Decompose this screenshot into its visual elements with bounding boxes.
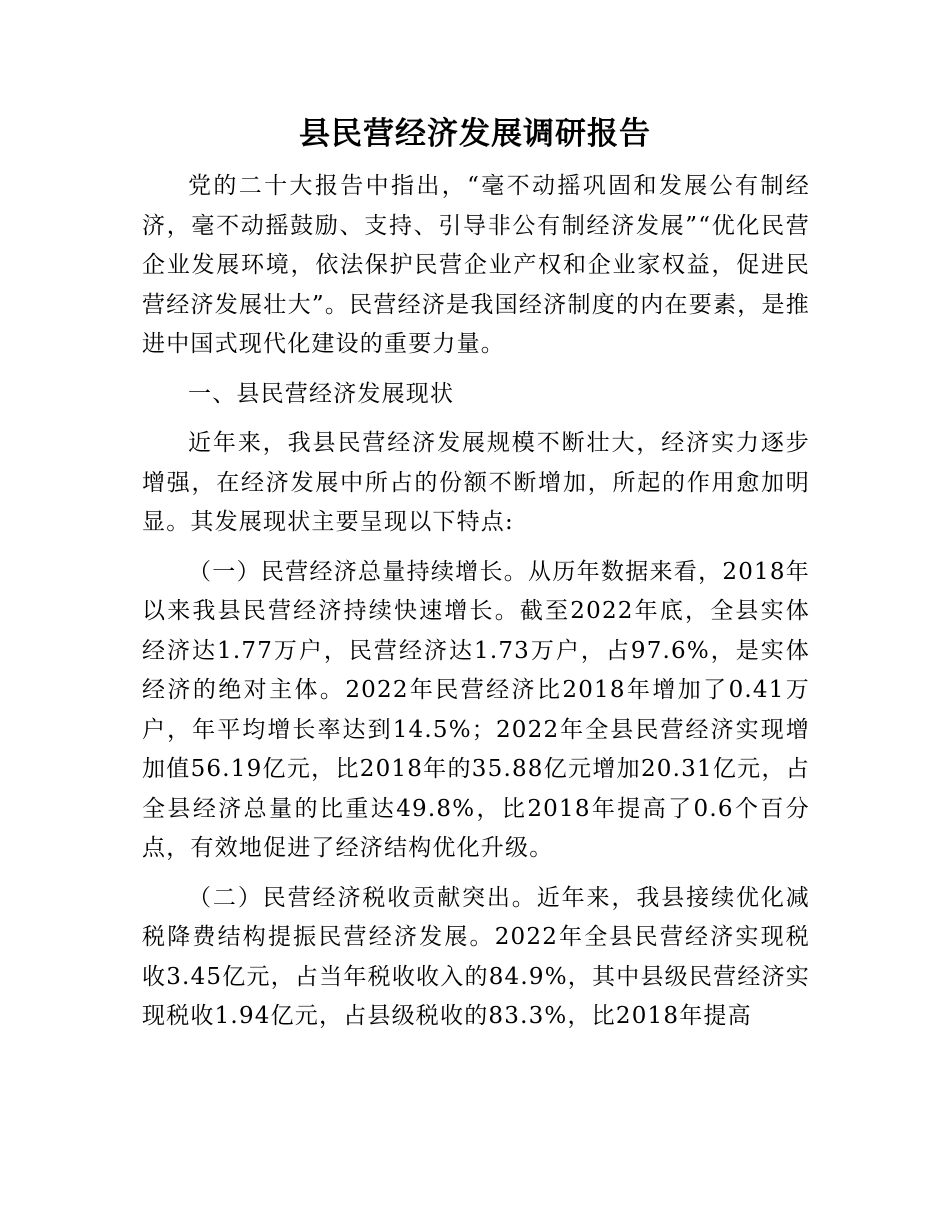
document-body (142, 167, 810, 1037)
status-paragraph: 近年来，我县民营经济发展规模不断壮大，经济实力逐步增强，在经济发展中所占的份额不断增加，所起的作用愈加明显。其发展现状主要呈现以下特点: (142, 430, 810, 535)
growth-paragraph: （一）民营经济总量持续增长。从历年数据来看，2018年以来我县民营经济持续快速增长。截至2022年底，全县实体经济达1.77万户，民营经济达1.73万户，占97.6%，是实体经济的绝对主体。2022年民营经济比2018年增加了0.41万户，年平均增长率达到14.5%；2022年全县民营经济实现增加值56.19亿元，比2018年的35.88亿元增加20.31亿元，占全县经济总量的比重达49.8%，比2018年提高了0.6个百分点，有效地促进了经济结构优化升级。 (142, 558, 810, 861)
section-heading-1: 一、县民营经济发展现状 (188, 380, 455, 407)
intro-paragraph: 党的二十大报告中指出，“毫不动摇巩固和发展公有制经济，毫不动摇鼓励、支持、引导非公有制经济发展”“优化民营企业发展环境，依法保护民营企业产权和企业家权益，促进民营经济发展壮大”。民营经济是我国经济制度的内在要素，是推进中国式现代化建设的重要力量。 (142, 173, 810, 357)
tax-paragraph: （二）民营经济税收贡献突出。近年来，我县接续优化减税降费结构提振民营经济发展。2022年全县民营经济实现税收3.45亿元，占当年税收收入的84.9%，其中县级民营经济实现税收1.94亿元，占县级税收的83.3%，比2018年提高 (142, 884, 810, 1029)
document-title: 县民营经济发展调研报告 (299, 116, 651, 152)
